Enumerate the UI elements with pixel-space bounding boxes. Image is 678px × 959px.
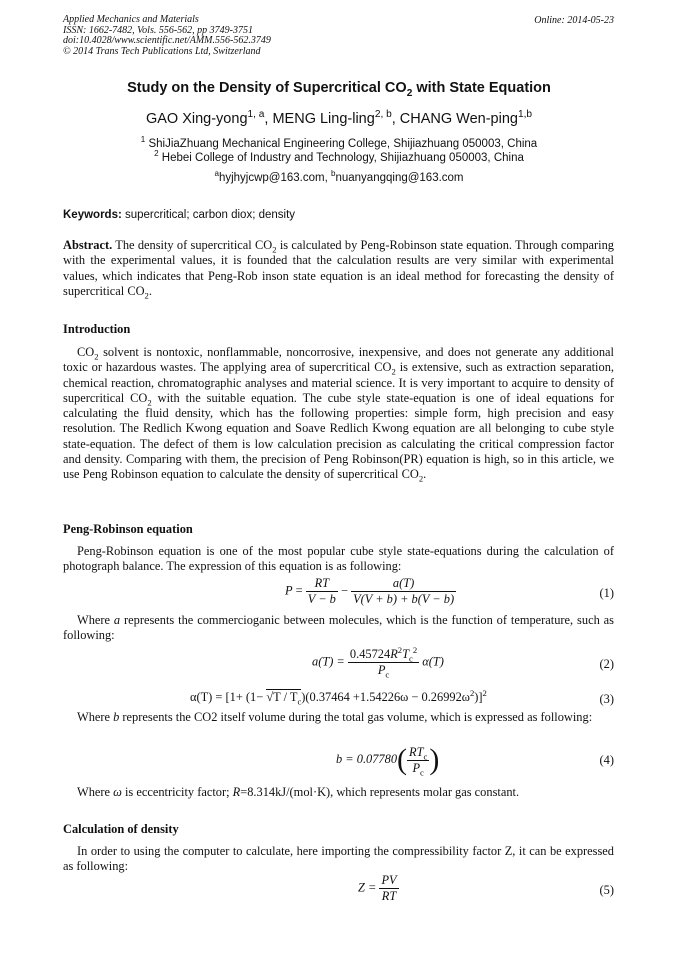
copyright: © 2014 Trans Tech Publications Ltd, Switzerland <box>63 45 261 57</box>
equation-number: (4) <box>599 753 614 767</box>
equation-number: (5) <box>599 883 614 897</box>
equation-4: b = 0.07780( $\frac{RT_c}{P_c}$ ) <box>336 743 440 777</box>
equation-1: P = $\frac{RT}{V - b}$ − $\frac{a(T)}{V(V + b) + b(V - b)}$ <box>285 576 455 606</box>
keywords: Keywords: supercritical; carbon diox; density <box>63 209 296 221</box>
section-heading-introduction: Introduction <box>63 322 131 336</box>
equation-number: (3) <box>599 692 614 706</box>
equation-2: a(T) = $\frac{0.45724R^2T_c^2}{P_c}$ α(T) <box>312 644 444 680</box>
author: GAO Xing-yong <box>145 111 248 127</box>
calculation-paragraph: In order to using the computer to calculate, here importing the compressibility factor Z, it can be expressed as following: <box>63 844 614 874</box>
author: MENG Ling-ling <box>272 111 375 127</box>
section-heading-calculation: Calculation of density <box>63 822 179 836</box>
equation-5: Z = $\frac{PV}{RT}$ <box>358 873 397 903</box>
equation-number: (2) <box>599 657 614 671</box>
pr-paragraph: Peng-Robinson equation is one of the most popular cube style state-equations during the calculation of photograph balance. The expression of this equation is as following: <box>63 544 614 574</box>
doi: doi:10.4028/www.scientific.net/AMM.556-562.3749 <box>63 35 271 46</box>
abstract: Abstract. The density of supercritical $CO_2$ is calculated by Peng-Robinson state equation. Through comparing with the experimental values, it is founded that the calculation results are very similar with experimental values, which indicates that Peng-Rob inson state equation is an ideal method for forecasting the density of supercritical $CO_2$. <box>63 238 615 301</box>
pr-paragraph: Where b represents the CO2 itself volume during the total gas volume, which is expressed as following: <box>77 710 593 724</box>
equation-number: (1) <box>599 586 614 600</box>
paper-title: Study on the Density of Supercritical $CO_2$ with State Equation <box>127 80 551 99</box>
journal-name: Applied Mechanics and Materials <box>63 14 199 25</box>
online-date: Online: 2014-05-23 <box>534 15 614 26</box>
issn: ISSN: 1662-7482, Vols. 556-562, pp 3749-3751 <box>63 24 253 36</box>
author: CHANG Wen-ping <box>399 111 518 127</box>
affiliation: $^2$ Hebei College of Industry and Technology, Shijiazhuang 050003, China <box>154 149 524 164</box>
equation-3: $\alpha(T) = [1+ (1- √T / T_c)(0.37464 +1.54226\omega - 0.26992\omega^2)]^2$ <box>190 687 487 707</box>
pr-paragraph: Where a represents the commercioganic between molecules, which is the function of temperature, such as following: <box>63 613 614 643</box>
pr-paragraph: Where ω is eccentricity factor; R=8.314kJ/(mol·K), which represents molar gas constant. <box>77 785 520 799</box>
section-heading-pr: Peng-Robinson equation <box>63 522 193 536</box>
affiliation: $^1$ ShiJiaZhuang Mechanical Engineering College, Shijiazhuang 050003, China <box>140 135 538 150</box>
author-emails: $^a$hyjhyjcwp@163.com, $^b$nuanyangqing@163.com <box>214 169 464 184</box>
introduction-paragraph: $CO_2$ solvent is nontoxic, nonflammable, noncorrosive, inexpensive, and does not generate any additional toxic or hazardous wastes. The applying area of supercritical $CO_2$ is extensive, such as extraction separation, chemical reaction, chromatographic analyses and material science. It is very important to acquire to density of supercritical $CO_2$ with the suitable equation. The cube style state-equation is one of ideal equations for calculating the fluid density, which has the following properties: simple form, high precision and easy resolution. The Redlich Kwong equation and Soave Redlich Kwong equation are all belonging to cube style state-equation. The defect of them is low calculation precision as calculating the critical compression factor and density. Comparing with them, the precision of Peng Robinson(PR) equation is high, so in this article, we use Peng Robinson equation to calculate the density of supercritical $CO_2$. <box>63 345 614 484</box>
author-list: GAO Xing-yong$^{1, a}$, MENG Ling-ling$^{2, b}$, CHANG Wen-ping$^{1,b}$ <box>145 109 533 127</box>
journal-header <box>63 15 271 57</box>
